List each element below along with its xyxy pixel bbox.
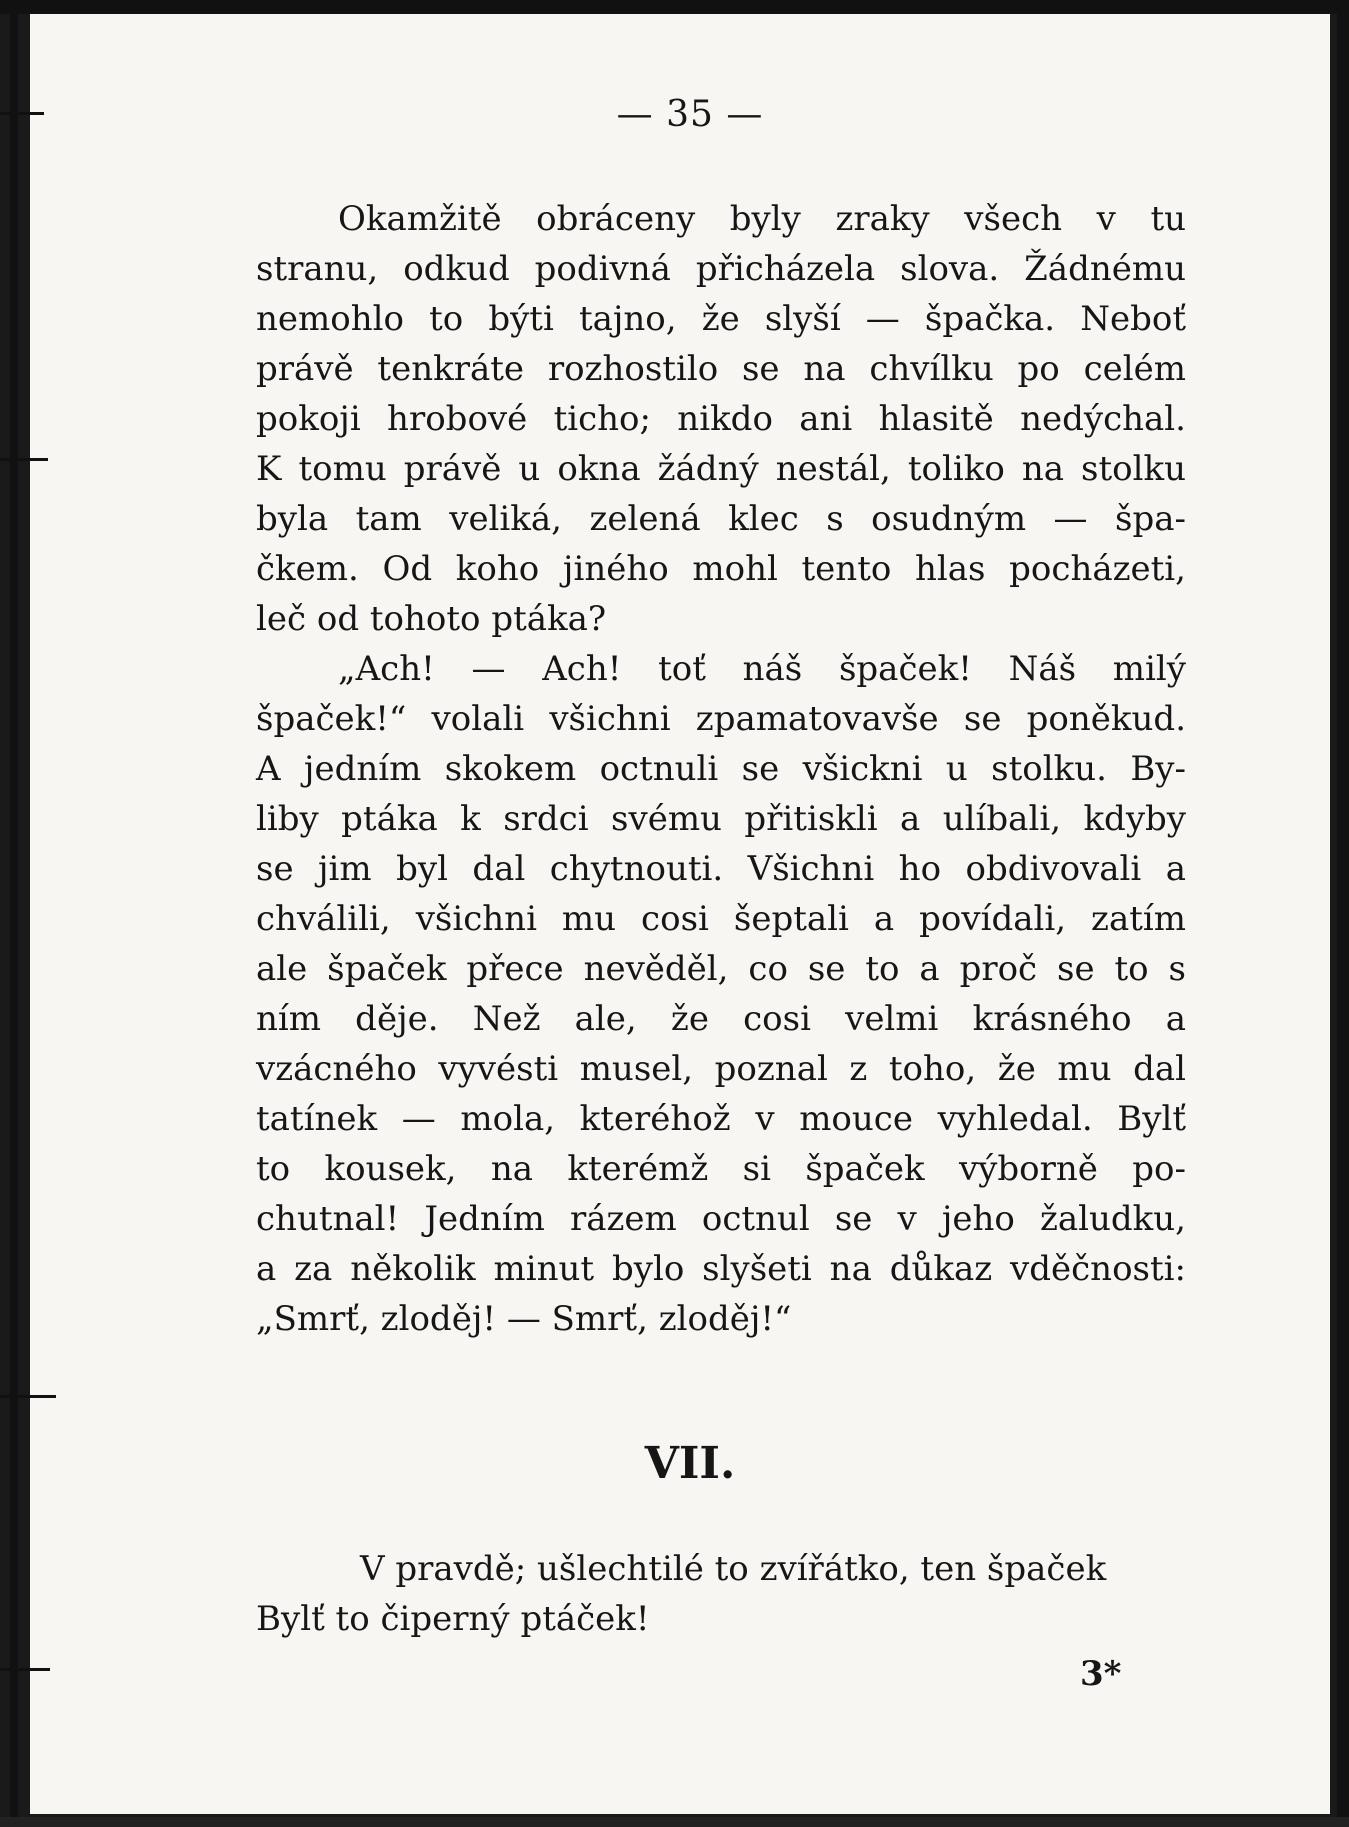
text-line: „Smrť, zloděj! — Smrť, zloděj!“ <box>256 1299 792 1339</box>
binding-tick <box>0 1668 50 1671</box>
text-line: leč od tohoto ptáka? <box>256 599 607 639</box>
text-line: čkem. Od koho jiného mohl tento hlas pocházeti, <box>256 549 1186 589</box>
text-line: chválili, všichni mu cosi šeptali a povídali, zatím <box>256 899 1186 939</box>
text-line: ale špaček přece nevěděl, co se to a proč se to s <box>256 949 1186 989</box>
text-line: liby ptáka k srdci svému přitiskli a ulíbali, kdyby <box>256 799 1186 839</box>
text-line: ním děje. Než ale, že cosi velmi krásného a <box>256 999 1186 1039</box>
scan-right-border <box>1337 0 1349 1827</box>
verse <box>256 1544 1186 1644</box>
text-line: chutnal! Jedním rázem octnul se v jeho žaludku, <box>256 1199 1186 1239</box>
text-line: stranu, odkud podivná přicházela slova. Žádnému <box>256 249 1186 289</box>
verse-line: V pravdě; ušlechtilé to zvířátko, ten špaček <box>360 1549 1107 1589</box>
signature-mark: 3* <box>1080 1654 1122 1694</box>
text-line: „Ach! — Ach! toť náš špaček! Náš milý <box>338 649 1186 689</box>
verse-line: Bylť to čiperný ptáček! <box>256 1599 650 1639</box>
text-line: právě tenkráte rozhostilo se na chvílku po celém <box>256 349 1186 389</box>
scan-bottom-border <box>0 1817 1349 1827</box>
binding-tick <box>0 112 44 115</box>
text-line: A jedním skokem octnuli se všickni u stolku. By- <box>256 749 1186 789</box>
text-line: se jim byl dal chytnouti. Všichni ho obdivovali a <box>256 849 1186 889</box>
text-line: K tomu právě u okna žádný nestál, toliko na stolku <box>256 449 1186 489</box>
text-line: byla tam veliká, zelená klec s osudným — špa- <box>256 499 1186 539</box>
text-line: nemohlo to býti tajno, že slyší — špačka. Neboť <box>256 299 1186 339</box>
text-line: tatínek — mola, kteréhož v mouce vyhledal. Bylť <box>256 1099 1186 1139</box>
binding-tick <box>0 1395 56 1398</box>
text-line: to kousek, na kterémž si špaček výborně po- <box>256 1149 1186 1189</box>
text-line: vzácného vyvésti musel, poznal z toho, že mu dal <box>256 1049 1186 1089</box>
binding-spine <box>10 0 18 1827</box>
binding-tick <box>0 458 48 461</box>
text-line: pokoji hrobové ticho; nikdo ani hlasitě nedýchal. <box>256 399 1186 439</box>
text-line: Okamžitě obráceny byly zraky všech v tu <box>338 199 1186 239</box>
text-line: a za několik minut bylo slyšeti na důkaz vděčnosti: <box>256 1249 1186 1289</box>
page-number: — 35 — <box>616 94 764 135</box>
scan-top-border <box>0 0 1349 14</box>
book-page <box>30 14 1330 1814</box>
section-heading: VII. <box>644 1438 736 1489</box>
text-line: špaček!“ volali všichni zpamatovavše se poněkud. <box>256 699 1186 739</box>
body-text <box>256 194 1186 1344</box>
